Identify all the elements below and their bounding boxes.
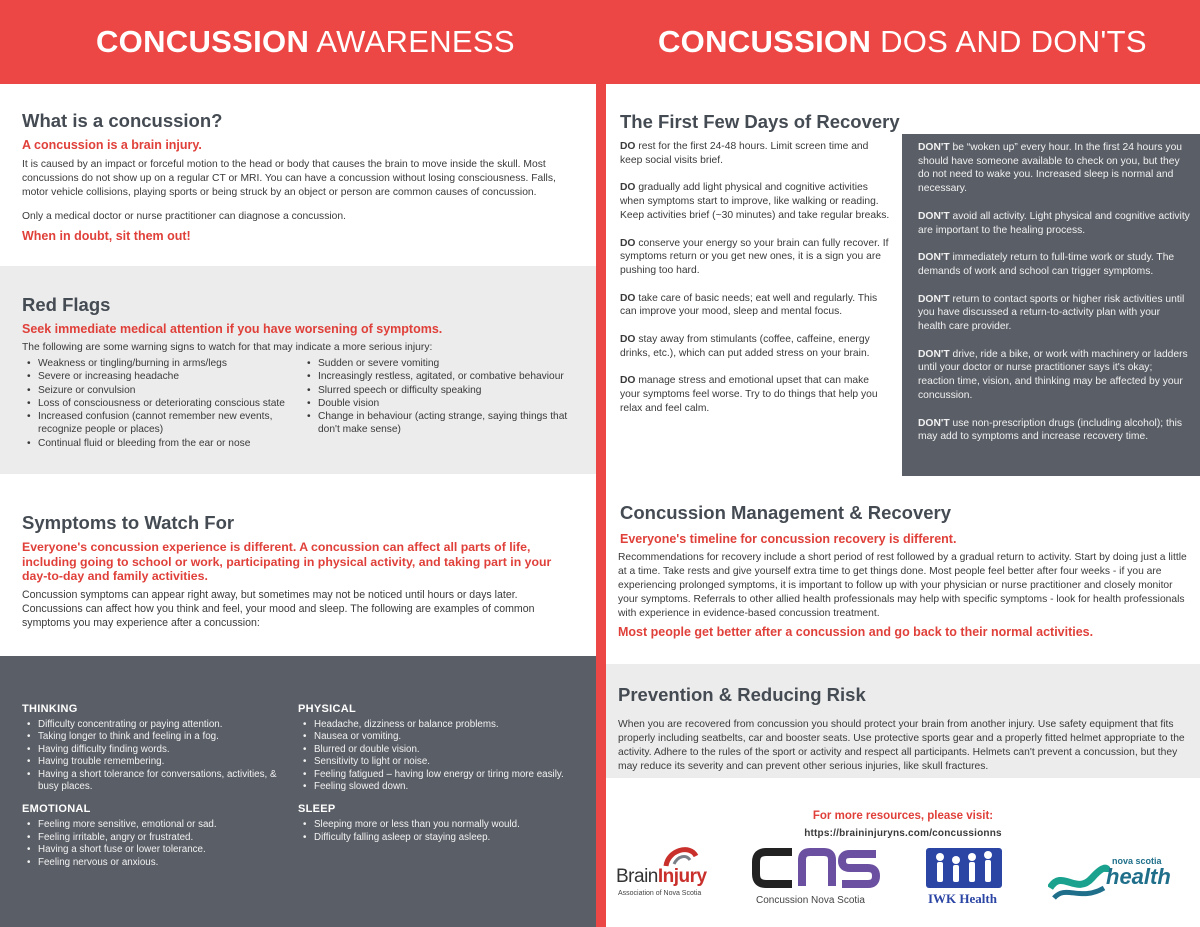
- section-body-2: Only a medical doctor or nurse practitioner can diagnose a concussion.: [22, 211, 346, 222]
- list-item: • Taking longer to think and feeling in a fog.: [22, 731, 298, 743]
- category-list: [298, 819, 588, 844]
- banner-title-bold: CONCUSSION: [96, 24, 310, 59]
- list-item: • Slurred speech or difficulty speaking: [302, 384, 572, 397]
- category-title: SLEEP: [298, 803, 336, 816]
- advice-text: rest for the first 24-48 hours. Limit screen time and keep social visits brief.: [620, 141, 869, 166]
- first-days-section: [606, 84, 1200, 476]
- advice-text: gradually add light physical and cognitive activities when symptoms start to improve, like walking or reading. Keep activities brief (~30 minutes) and take regular breaks.: [620, 182, 890, 221]
- advice-text: use non-prescription drugs (including alcohol); this may add to symptoms and increase recovery time.: [918, 417, 1183, 443]
- list-item: • Blurred or double vision.: [298, 744, 588, 756]
- list-item: • Seizure or convulsion: [22, 384, 302, 397]
- list-item: • Nausea or vomiting.: [298, 731, 588, 743]
- do-item: [620, 140, 890, 167]
- dont-item: [918, 348, 1190, 403]
- section-subhead: Everyone's timeline for concussion recovery is different.: [620, 532, 957, 546]
- banner-title-light: DOS AND DON'TS: [880, 24, 1147, 59]
- cns-logo[interactable]: [752, 846, 882, 910]
- list-item: • Having a short tolerance for conversations, activities, & busy places.: [22, 769, 298, 794]
- list-item: • Sleeping more or less than you normally would.: [298, 819, 588, 831]
- section-body: Recommendations for recovery include a short period of rest followed by a gradual return to activity. Start by doing just a little at a time. Take rests and give yourself extra time to get things done. Most people feel better after four weeks - if you are experiencing prolonged symptoms, it is important to follow up with your physician or nurse practitioner and closely monitor your symptoms. Referrals to other allied health professionals may help with specific symptoms - look for health professionals with experience in evidence-based concussion treatment.: [618, 552, 1187, 619]
- category-list: [22, 719, 298, 793]
- advice-text: drive, ride a bike, or work with machinery or ladders until your doctor or nurse practitioner says it's okay; reaction time, vision, and thinking may be affected by your concussion.: [918, 348, 1188, 401]
- section-callout: When in doubt, sit them out!: [22, 229, 191, 243]
- list-item: • Increased confusion (cannot remember new events, recognize people or places): [22, 410, 302, 437]
- section-body: When you are recovered from concussion you should protect your brain from another injury. Use safety equipment that fits properly including seatbelts, car and booster seats. Use protective sports gear and a properly fitted helmet appropriate to the activity. Adhere to the rules of the sport or activity and respect all participants. Helmets can't prevent a concussion, but they may reduce its severity and can prevent other serious injuries, like skull fractures.: [618, 719, 1185, 772]
- advice-label: DO: [620, 292, 636, 304]
- section-heading: Prevention & Reducing Risk: [618, 684, 866, 705]
- section-body: It is caused by an impact or forceful motion to the head or body that causes the brain to move inside the skull. Most concussions do not show up on a regular CT or MRI. You can have a concussion without losing consciousness. Falls, motor vehicle collisions, playing sports or being struck by an object or person are common causes of concussion.: [22, 159, 556, 198]
- section-subhead: Everyone's concussion experience is different. A concussion can affect all parts of life, including going to school or work, participating in physical activity, and taking part in your day-to-day and family activities.: [22, 540, 552, 583]
- list-item: • Headache, dizziness or balance problems.: [298, 719, 588, 731]
- section-heading: Red Flags: [22, 294, 111, 315]
- advice-label: DON'T: [918, 417, 950, 429]
- list-item: • Having a short fuse or lower tolerance.: [22, 844, 298, 856]
- do-item: [620, 181, 890, 222]
- red-flags-list-right: [302, 357, 572, 450]
- list-item: • Continual fluid or bleeding from the ear or nose: [22, 437, 302, 450]
- dont-item: [918, 251, 1190, 278]
- advice-label: DON'T: [918, 293, 950, 305]
- section-heading: Symptoms to Watch For: [22, 512, 235, 533]
- logo-subtext: Concussion Nova Scotia: [756, 895, 865, 906]
- section-heading: What is a concussion?: [22, 110, 223, 131]
- symptoms-section: [0, 474, 596, 656]
- list-item: • Sensitivity to light or noise.: [298, 756, 588, 768]
- category-title: PHYSICAL: [298, 703, 357, 715]
- management-section: [606, 476, 1200, 664]
- list-item: • Having trouble remembering.: [22, 756, 298, 768]
- symptom-categories: [0, 656, 596, 927]
- advice-label: DO: [620, 237, 636, 249]
- category-list: [22, 819, 298, 869]
- do-item: [620, 374, 890, 415]
- wave-icon: [1048, 862, 1110, 902]
- logo-text: IWK Health: [928, 891, 997, 906]
- dos-column: [620, 140, 890, 430]
- advice-text: take care of basic needs; eat well and regularly. This can improve your mood, sleep and mental focus.: [620, 292, 878, 318]
- banner-title-light: AWARENESS: [316, 24, 515, 59]
- donts-column: [902, 134, 1200, 476]
- dont-item: [918, 210, 1190, 237]
- list-item: • Severe or increasing headache: [22, 370, 302, 383]
- advice-label: DON'T: [918, 142, 950, 153]
- advice-label: DON'T: [918, 252, 950, 264]
- iwk-figures-icon: [926, 848, 1002, 888]
- brain-injury-logo[interactable]: [616, 840, 716, 910]
- do-item: [620, 292, 890, 319]
- red-flags-list-left: [22, 357, 302, 450]
- dont-item: [918, 417, 1190, 444]
- advice-label: DO: [620, 334, 636, 346]
- advice-text: conserve your energy so your brain can fully recover. If symptoms return or you get new ones, it is a sign you are pushing too hard.: [620, 237, 889, 276]
- category-sleep: [298, 803, 588, 869]
- top-banner: [0, 0, 1200, 84]
- section-subhead: Seek immediate medical attention if you have worsening of symptoms.: [22, 322, 443, 336]
- advice-label: DO: [620, 141, 636, 152]
- category-emotional: [22, 803, 298, 869]
- advice-label: DO: [620, 375, 636, 387]
- red-flags-section: [0, 266, 596, 474]
- section-subhead: A concussion is a brain injury.: [22, 138, 202, 152]
- list-item: • Having difficulty finding words.: [22, 744, 298, 756]
- dont-item: [918, 141, 1190, 196]
- do-item: [620, 237, 890, 278]
- resources-label: For more resources, please visit:: [812, 810, 994, 822]
- section-heading: The First Few Days of Recovery: [620, 111, 900, 132]
- nova-scotia-health-logo[interactable]: [1048, 856, 1178, 906]
- resources-link[interactable]: https://braininjuryns.com/concussionns: [804, 828, 1002, 839]
- list-item: • Change in behaviour (acting strange, saying things that don't make sense): [302, 410, 572, 437]
- advice-label: DO: [620, 182, 636, 194]
- logo-text: Injury: [657, 866, 707, 887]
- category-list: [298, 719, 588, 793]
- advice-text: stay away from stimulants (coffee, caffeine, energy drinks, etc.), which can put added stress on your brain.: [620, 334, 870, 359]
- advice-text: avoid all activity. Light physical and cognitive activity are important to the healing process.: [918, 210, 1190, 236]
- cns-mark-icon: [752, 846, 880, 892]
- category-title: THINKING: [22, 703, 78, 715]
- logo-text: health: [1106, 864, 1171, 889]
- logo-subtext: Association of Nova Scotia: [618, 890, 702, 897]
- list-item: • Feeling more sensitive, emotional or sad.: [22, 819, 298, 831]
- banner-title-bold: CONCUSSION: [658, 24, 872, 59]
- what-is-section: [0, 84, 596, 266]
- section-intro: The following are some warning signs to watch for that may indicate a more serious injury:: [22, 342, 433, 353]
- logo-text: Brain: [616, 866, 658, 887]
- resources-footer: [606, 778, 1200, 927]
- advice-text: manage stress and emotional upset that can make your symptoms feel worse. Try to do things that help you relax and feel calm.: [620, 375, 878, 414]
- advice-label: DON'T: [918, 348, 950, 360]
- list-item: • Feeling irritable, angry or frustrated.: [22, 832, 298, 844]
- center-divider: [596, 84, 606, 927]
- list-item: • Double vision: [302, 397, 572, 410]
- list-item: • Sudden or severe vomiting: [302, 357, 572, 370]
- prevention-section: [606, 664, 1200, 778]
- list-item: • Difficulty concentrating or paying attention.: [22, 719, 298, 731]
- list-item: • Loss of consciousness or deteriorating conscious state: [22, 397, 302, 410]
- list-item: • Feeling fatigued – having low energy or tiring more easily.: [298, 769, 588, 781]
- section-body: Concussion symptoms can appear right away, but sometimes may not be noticed until hours or days later. Concussions can affect how you think and feel, your mood and sleep. The following are examples of common symptoms you may experience after a concussion:: [22, 588, 535, 629]
- advice-text: immediately return to full-time work or study. The demands of work and school can trigger symptoms.: [918, 252, 1175, 277]
- banner-title-awareness: [96, 24, 515, 60]
- banner-title-dos-donts: [658, 24, 1147, 60]
- section-callout: Most people get better after a concussion and go back to their normal activities.: [618, 625, 1094, 639]
- category-thinking: [22, 703, 298, 793]
- list-item: • Increasingly restless, agitated, or combative behaviour: [302, 370, 572, 383]
- advice-text: return to contact sports or higher risk activities until you have discussed a return-to-activity plan with your health care provider.: [918, 293, 1185, 333]
- logo-subtext: nova scotia: [1112, 856, 1162, 866]
- advice-text: be “woken up” every hour. In the first 24 hours you should have someone available to check on you, but they do not need to wake you. Increased sleep is normal and necessary.: [918, 142, 1183, 195]
- list-item: • Weakness or tingling/burning in arms/legs: [22, 357, 302, 370]
- advice-label: DON'T: [918, 210, 950, 222]
- list-item: • Feeling nervous or anxious.: [22, 857, 298, 869]
- section-heading: Concussion Management & Recovery: [620, 502, 952, 523]
- category-title: EMOTIONAL: [22, 803, 91, 816]
- list-item: • Difficulty falling asleep or staying asleep.: [298, 832, 588, 844]
- do-item: [620, 333, 890, 360]
- iwk-logo[interactable]: [926, 848, 1004, 910]
- list-item: • Feeling slowed down.: [298, 781, 588, 793]
- category-physical: [298, 703, 588, 793]
- dont-item: [918, 293, 1190, 334]
